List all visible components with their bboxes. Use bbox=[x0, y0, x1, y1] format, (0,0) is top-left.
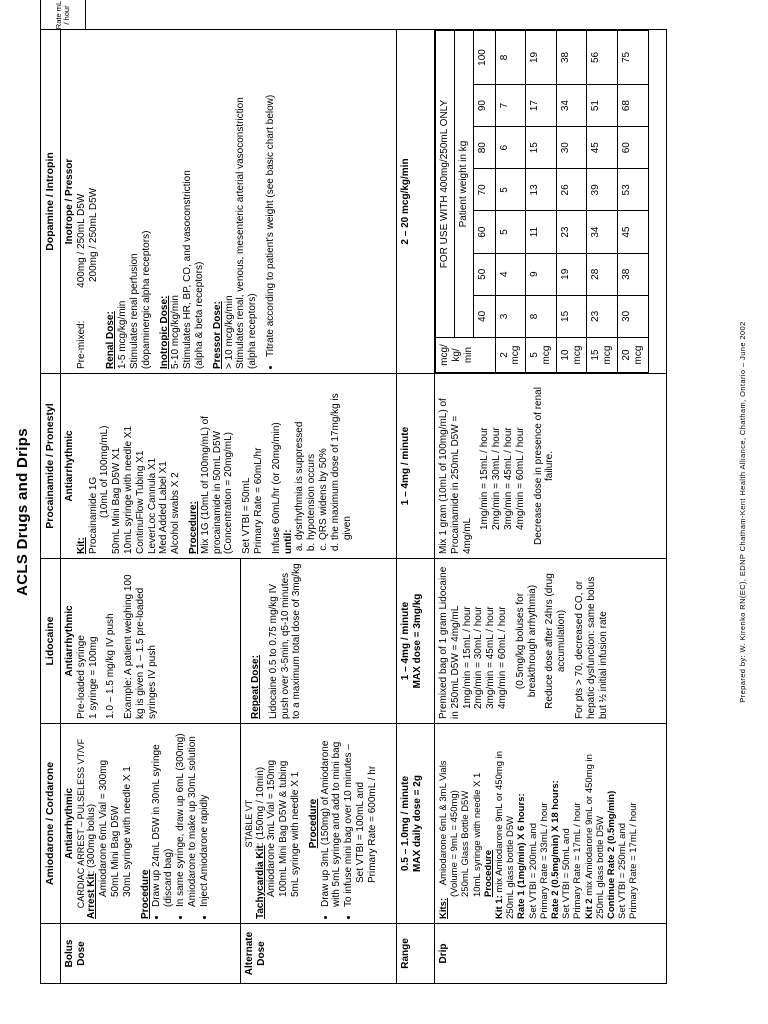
rate-cell: 38 bbox=[617, 253, 648, 295]
rate-cell: 3 bbox=[495, 295, 526, 337]
amio-drip-kits-label: Kits: bbox=[438, 897, 449, 919]
dop-range-l1: 2 – 20 mcg/kg/min bbox=[400, 158, 411, 245]
rate-cell: 45 bbox=[587, 127, 618, 169]
proc-drip-r3: 3mg/min = 45mL / hour bbox=[502, 427, 514, 530]
dop-premix-label: Pre-mixed: bbox=[75, 320, 87, 369]
rate-unit-box bbox=[40, 0, 86, 30]
amio-alt-l0: STABLE VT bbox=[244, 799, 254, 848]
rate-cell: 34 bbox=[556, 84, 587, 126]
dop-grid-corner: mcg/ kg/ min bbox=[436, 338, 496, 373]
proc-p3: Primary Rate = 60mL/hr bbox=[252, 447, 264, 554]
lido-alt-l1: Lidocaine 0.5 to 0.75 mg/kg IV push over 3-5min, q5-10 minutes to a maximum total dose of 3mg/kg bbox=[267, 563, 303, 719]
dop-r1: 1-5 mcg/kg/min bbox=[117, 300, 129, 369]
amio-bolus-step-2: • In same syringe, draw up 6mL (300mg) Amiodarone to make up 30mL solution bbox=[175, 728, 199, 907]
col-header-lidocaine: Lidocaine bbox=[41, 559, 61, 724]
amio-drip-r2b: Primary Rate = 17mL / hour bbox=[572, 802, 584, 919]
dop-premix bbox=[76, 34, 88, 369]
proc-drip-r2: 2mg/min = 30mL / hour bbox=[491, 427, 503, 530]
dop-grid-weight-row bbox=[473, 31, 495, 373]
dop-premix-1: 400mg / 250mL D5W bbox=[75, 193, 87, 288]
rate-cell: 6 bbox=[495, 127, 526, 169]
rate-cell: 60 bbox=[617, 127, 648, 169]
lidocaine-alt-cell bbox=[241, 559, 397, 724]
lido-drip-n1: (0.5mg/kg boluses for breakthrough arrhythmia) bbox=[514, 584, 538, 698]
weight-header-cell: 60 bbox=[473, 211, 495, 253]
amiodarone-drip-cell bbox=[435, 724, 667, 924]
proc-k4: 10mL syringe with needle X1 bbox=[122, 425, 134, 554]
proc-p1: Mix 1G (10mL of 100mg/mL) of procainamide in 50mL D5W (Concentration = 20mg/mL) bbox=[199, 415, 235, 554]
rate-cell: 15 bbox=[556, 295, 587, 337]
amio-drip-r1a: Set VTBI = 200mL and bbox=[527, 822, 539, 919]
dose-row bbox=[526, 31, 557, 373]
amio-alt-kit-dose: : (150mg / 10min) bbox=[254, 766, 266, 846]
col-header-dopamine: Dopamine / Intropin bbox=[41, 30, 61, 374]
lido-drip-l1: Premixed bag of 1 gram Lidocaine in 250mL D5W = 4mg/mL bbox=[438, 566, 461, 719]
proc-k6: LeverLoc Cannula X1 bbox=[146, 457, 158, 554]
rate-cell: 23 bbox=[587, 295, 618, 337]
amio-bolus-l5: 30mL syringe with needle X 1 bbox=[121, 766, 133, 897]
amio-bolus-head: Antiarrhythmic bbox=[64, 787, 75, 860]
amio-drip-r3a: Set VTBI = 250mL and bbox=[617, 822, 629, 919]
lido-drip-r3: 3mg/min = 45mL / hour bbox=[485, 606, 497, 709]
amio-drip-k3: 250mL Glass Bottle D5W bbox=[460, 790, 472, 897]
proc-kit-label: Kit: bbox=[75, 537, 87, 554]
rate-cell: 26 bbox=[556, 169, 587, 211]
amio-drip-p1 bbox=[494, 728, 516, 919]
proc-drip-n1: Decrease dose in presence of renal failure. bbox=[532, 387, 556, 545]
proc-until-list bbox=[294, 378, 353, 554]
dose-label-cell: 20 mcg bbox=[617, 338, 648, 373]
dose-row bbox=[587, 31, 618, 373]
proc-u1: a. dysrhythmia is suppressed bbox=[294, 378, 306, 540]
dose-label-cell: 10 mcg bbox=[556, 338, 587, 373]
weight-header-cell: 80 bbox=[473, 127, 495, 169]
dop-r2: Stimulates renal perfusion bbox=[128, 253, 140, 369]
rate-cell: 9 bbox=[526, 253, 557, 295]
amio-drip-r3: Continue Rate 2 (0.5mg/min) bbox=[606, 790, 618, 919]
proc-head: Antiarrhythmic bbox=[64, 430, 75, 502]
amio-range-l2: MAX daily dose = 2g bbox=[411, 775, 423, 872]
proc-drip-r1: 1mg/min = 15mL / hour bbox=[479, 427, 491, 530]
amio-bolus-l4: 50mL Mini Bag D5W bbox=[110, 805, 121, 897]
rate-cell: 8 bbox=[495, 31, 526, 85]
dop-ino-label: Inotropic Dose: bbox=[158, 295, 170, 369]
lido-bolus-l3: 1.0 – 1.5 mg/kg IV push bbox=[105, 613, 117, 719]
amio-drip-k1row bbox=[438, 728, 449, 919]
rate-cell: 30 bbox=[556, 127, 587, 169]
amio-bolus-proc: Procedure bbox=[139, 869, 151, 919]
dop-titrate: • Titrate according to patient's weight (see basic chart below) bbox=[265, 34, 277, 357]
amio-drip-r1b: Primary Rate = 33mL / hour bbox=[538, 802, 550, 919]
rate-cell: 4 bbox=[495, 253, 526, 295]
range-row bbox=[397, 30, 435, 984]
amio-bolus-kit-label: Arrest Kit bbox=[86, 873, 98, 919]
amio-drip-k2: (Volume = 9mL = 450mg) bbox=[449, 790, 461, 897]
dop-premix-2: 200mg / 250mL D5W bbox=[87, 187, 99, 282]
rate-cell: 30 bbox=[617, 295, 648, 337]
amio-drip-kit1-label: Kit 1: bbox=[494, 895, 506, 919]
proc-k7: Med Added Label X1 bbox=[158, 461, 170, 554]
procainamide-drip-cell bbox=[435, 374, 667, 559]
lido-alt-head: Repeat Dose: bbox=[250, 655, 261, 719]
amio-drip-proc: Procedure bbox=[482, 850, 494, 897]
rate-cell: 38 bbox=[556, 31, 587, 85]
row-label-alternate bbox=[241, 924, 397, 984]
proc-k2: (10mL of 100mg/mL) bbox=[99, 425, 111, 518]
rate-cell: 5 bbox=[495, 169, 526, 211]
amio-bolus-l2 bbox=[86, 728, 98, 919]
dop-r3: (dopaminergic alpha receptors) bbox=[140, 230, 152, 369]
lido-bolus-l2: 1 syringe = 100mg bbox=[87, 636, 99, 719]
lidocaine-drip-cell bbox=[435, 559, 667, 724]
rate-cell: 75 bbox=[617, 31, 648, 85]
dop-titrate-list bbox=[265, 34, 277, 369]
weight-header-cell: 40 bbox=[473, 295, 495, 337]
col-header-procainamide: Procainamide / Pronestyl bbox=[41, 374, 61, 559]
header-row bbox=[41, 30, 61, 984]
rate-cell: 53 bbox=[617, 169, 648, 211]
weight-header-cell: 70 bbox=[473, 169, 495, 211]
proc-procedure-label: Procedure: bbox=[187, 501, 199, 554]
corner-cell bbox=[41, 924, 61, 984]
proc-k1: Procainamide 1G bbox=[87, 476, 99, 554]
drip-row bbox=[435, 30, 667, 984]
amio-drip-kit2-label: Kit 2 bbox=[583, 898, 595, 919]
amiodarone-bolus-cell bbox=[61, 724, 241, 924]
lido-range-l2: MAX dose = 3mg/kg bbox=[411, 593, 423, 689]
dop-grid-top-row bbox=[436, 31, 455, 373]
amiodarone-alt-cell bbox=[241, 724, 397, 924]
row-label-drip: Drip bbox=[435, 924, 667, 984]
row-label-range: Range bbox=[397, 924, 435, 984]
dopamine-drip-cell bbox=[435, 30, 667, 374]
rate-cell: 19 bbox=[556, 253, 587, 295]
lido-drip-r2: 2mg/min = 30mL / hour bbox=[473, 606, 485, 709]
rate-cell: 68 bbox=[617, 84, 648, 126]
rate-cell: 34 bbox=[587, 211, 618, 253]
lido-drip-r4: 4mg/min = 60mL / hour bbox=[496, 606, 508, 709]
amio-alt-proc: Procedure bbox=[307, 798, 319, 849]
dop-renal-label: Renal Dose: bbox=[105, 311, 117, 369]
amio-drip-r3b: Primary Rate = 17mL / hour bbox=[628, 802, 640, 919]
rate-cell: 23 bbox=[556, 211, 587, 253]
amio-alt-b3: Set VTBI = 100mL and bbox=[354, 781, 366, 883]
lidocaine-bolus-cell bbox=[61, 559, 241, 724]
proc-range-l1: 1 – 4mg / minute bbox=[400, 426, 411, 506]
amio-range-l1: 0.5 – 1.0mg / minute bbox=[400, 775, 411, 872]
rate-cell: 7 bbox=[495, 84, 526, 126]
dose-label-cell: 15 mcg bbox=[587, 338, 618, 373]
amio-drip-r1: Rate 1 (1mg/min) X 6 hours: bbox=[516, 793, 528, 919]
lido-bolus-l1: Pre-loaded syringe bbox=[75, 635, 87, 719]
procainamide-range-cell bbox=[397, 374, 435, 559]
rate-cell: 51 bbox=[587, 84, 618, 126]
rate-cell: 45 bbox=[617, 211, 648, 253]
row-label-bolus-text: Bolus Dose bbox=[64, 939, 87, 968]
dopamine-rate-table bbox=[435, 30, 649, 373]
dop-p1: > 10 mcg/kg/min bbox=[223, 295, 235, 369]
dop-grid-body bbox=[495, 31, 648, 373]
dop-head: Inotrope / Pressor bbox=[64, 158, 75, 245]
amio-drip-r2a: Set VTBI = 50mL and bbox=[561, 828, 573, 919]
proc-until: until: bbox=[282, 529, 294, 554]
amio-alt-step-1: • Draw up 3mL (150mg) of Amiodarone with 5mL syringe and add to mini bag bbox=[320, 728, 344, 907]
bolus-row bbox=[61, 30, 241, 984]
rate-cell: 8 bbox=[526, 295, 557, 337]
rate-cell: 39 bbox=[587, 169, 618, 211]
dop-grid-weight-head-row bbox=[454, 31, 473, 373]
lido-range-l1: 1 – 4mg / minute bbox=[400, 601, 411, 681]
weight-header-cell: 100 bbox=[473, 31, 495, 85]
dop-p3: (alpha receptors) bbox=[247, 293, 259, 369]
proc-u3: c. QRS widens by 50% bbox=[318, 378, 330, 540]
lido-drip-n2: Reduce dose after 24hrs (drug accumulation) bbox=[544, 573, 568, 709]
amio-drip-k4: 10mL syringe with needle X 1 bbox=[471, 772, 483, 897]
rate-cell: 56 bbox=[587, 31, 618, 85]
amio-bolus-l3: Amiodarone 6mL Vial = 300mg bbox=[98, 759, 110, 897]
dop-grid-top: FOR USE WITH 400mg/250mL ONLY bbox=[436, 31, 455, 338]
weight-header-cell: 90 bbox=[473, 84, 495, 126]
procainamide-main-cell bbox=[61, 374, 397, 559]
amio-alt-b4: Primary Rate = 600mL / hr bbox=[366, 765, 378, 883]
amio-alt-kit-label: Tachycardia Kit bbox=[254, 845, 266, 919]
proc-p2: Set VTBI = 50mL bbox=[241, 477, 253, 554]
rate-cell: 15 bbox=[526, 127, 557, 169]
amio-alt-l3: 100mL Mini Bag D5W & tubing bbox=[278, 760, 290, 897]
proc-u2: b. hypotension occurs bbox=[306, 378, 318, 540]
amio-bolus-steps bbox=[151, 728, 210, 919]
dop-i2: Stimulates HR, BP, CO, and vasoconstriction bbox=[182, 170, 194, 369]
row-label-bolus bbox=[61, 924, 241, 984]
dose-row bbox=[495, 31, 526, 373]
amio-bolus-kit-dose: : (300mg bolus) bbox=[86, 803, 98, 874]
amio-drip-kit2-text: mix Amiodarone 9mL or 450mg in 250mL glass bottle D5W bbox=[583, 754, 606, 919]
rate-cell: 19 bbox=[526, 31, 557, 85]
amio-alt-l2: Amiodarone 3mL Vial = 150mg bbox=[266, 759, 278, 897]
amio-drip-r2: Rate 2 (0.5mg/min) X 18 hours: bbox=[550, 780, 562, 919]
amio-drip-kit1-text: mix Amiodarone 9mL or 450mg in 250mL glass bottle D5W bbox=[494, 750, 517, 919]
dop-p2: Stimulates renal, venous, mesenteric arterial vasoconstriction bbox=[235, 97, 247, 369]
rate-cell: 5 bbox=[495, 211, 526, 253]
lido-bolus-l4: Example: A patient weighing 100 kg is given 1 – 1.5 pre-loaded syringes IV push bbox=[123, 574, 158, 719]
rate-cell: 11 bbox=[526, 211, 557, 253]
page-title: ACLS Drugs and Drips bbox=[14, 428, 31, 596]
amio-drip-p2 bbox=[584, 728, 606, 919]
rate-cell: 28 bbox=[587, 253, 618, 295]
amio-alt-step-2: • To infuse mini bag over 10 minutes – bbox=[343, 728, 355, 907]
footer-credit: Prepared by: W. Kirenko RN(EC), EDNP Chatham-Kent Health Alliance, Chatham, Ontario – June 2002 bbox=[738, 321, 747, 703]
amio-alt-steps bbox=[320, 728, 355, 919]
amio-drip-k1: Amiodarone 6mL & 3mL Vials bbox=[438, 760, 449, 886]
dop-i3: (alpha & beta receptors) bbox=[193, 261, 205, 369]
weight-header-cell: 50 bbox=[473, 253, 495, 295]
amio-bolus-step-3: • Inject Amiodarone rapidly bbox=[199, 728, 211, 907]
amio-alt-l1 bbox=[255, 728, 267, 919]
lido-drip-r1: 1mg/min = 15mL / hour bbox=[461, 606, 473, 709]
lido-bolus-head: Antiarrhythmic bbox=[64, 605, 75, 677]
proc-p4: Infuse 60mL/hr (or 20mg/min) bbox=[270, 422, 282, 554]
lido-drip-n3: For pts > 70, decreased CO, or hepatic dysfunction: same bolus but ½ initial infusion rate bbox=[573, 576, 609, 719]
dose-row bbox=[617, 31, 648, 373]
row-label-alternate-text: Alternate Dose bbox=[244, 931, 267, 976]
proc-k8: Alcohol swabs X 2 bbox=[170, 472, 182, 554]
proc-u4: d. the maximum dose of 17mg/kg is given bbox=[330, 378, 354, 540]
rate-cell: 13 bbox=[526, 169, 557, 211]
proc-k5: ContinuFlow Tubing X1 bbox=[134, 450, 146, 554]
dopamine-range-cell bbox=[397, 30, 435, 374]
drug-table bbox=[40, 29, 667, 984]
amio-bolus-l1: CARDIAC ARREST – PULSELESS VT/VF bbox=[75, 738, 86, 909]
dop-i1: 5-10 mcg/kg/min bbox=[170, 295, 182, 369]
proc-drip-r4: 4mg/min = 60mL / hour bbox=[514, 427, 526, 530]
amiodarone-range-cell bbox=[397, 724, 435, 924]
col-header-amiodarone: Amiodarone / Cordarone bbox=[41, 724, 61, 924]
proc-k3: 50mL Mini Bag D5W X1 bbox=[111, 447, 123, 554]
lidocaine-range-cell bbox=[397, 559, 435, 724]
dose-label-cell: 2 mcg bbox=[495, 338, 526, 373]
dose-row bbox=[556, 31, 587, 373]
dop-press-label: Pressor Dose: bbox=[211, 301, 223, 369]
dose-label-cell: 5 mcg bbox=[526, 338, 557, 373]
rate-unit-label: Rate mL / hour bbox=[53, 0, 71, 30]
amio-alt-l4: 5mL syringe with needle X 1 bbox=[290, 771, 301, 897]
dop-grid-weight-head: Patient weight in kg bbox=[454, 31, 473, 338]
dopamine-main-cell bbox=[61, 30, 397, 374]
proc-drip-l1: Mix 1 gram (10mL of 100mg/mL) of Procainamide in 250mL D5W = 4mg/mL bbox=[438, 398, 473, 554]
amio-bolus-step-1: • Draw up 24mL D5W in 30mL syringe (discard bag) bbox=[151, 728, 175, 907]
rate-cell: 17 bbox=[526, 84, 557, 126]
